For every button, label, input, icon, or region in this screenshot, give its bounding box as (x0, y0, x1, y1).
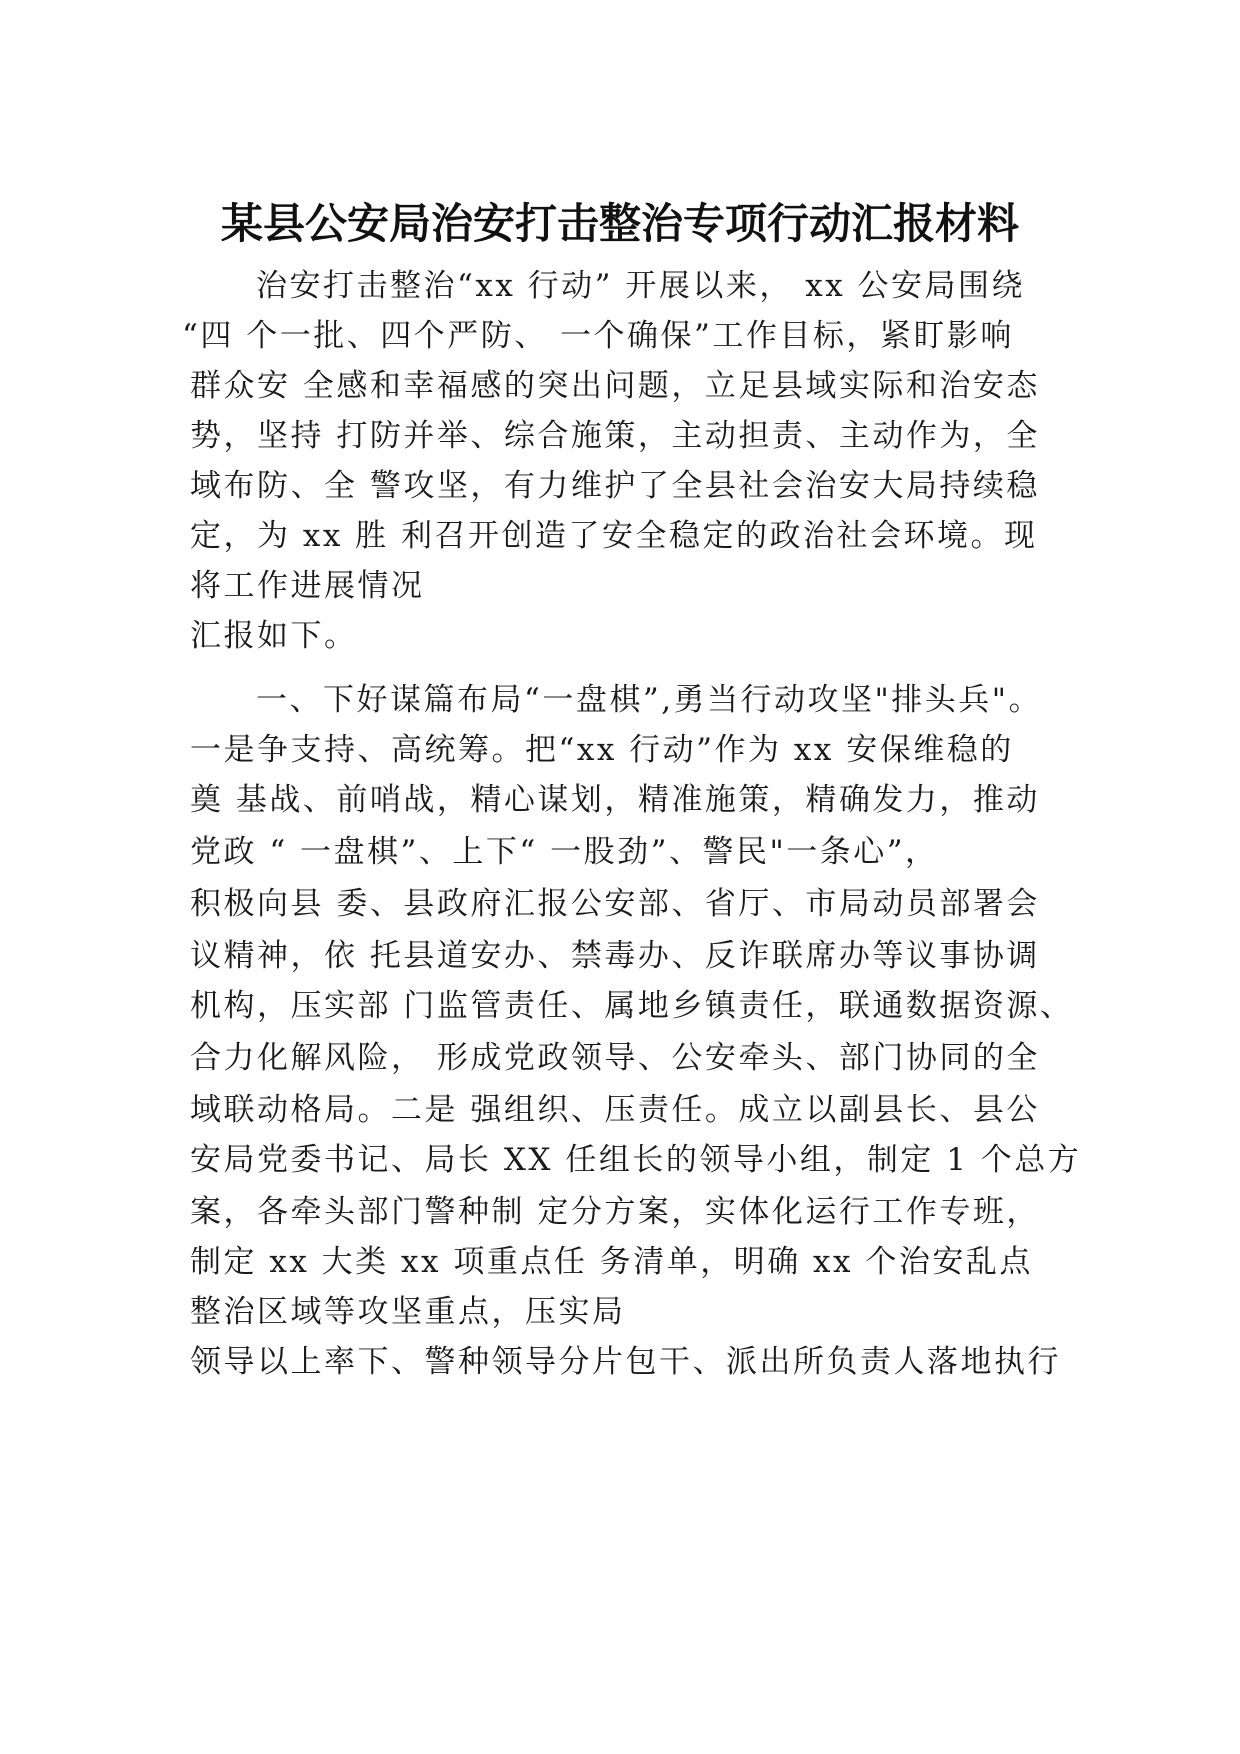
paragraph-line: 一是争支持、高统筹。把“xx 行动”作为 xx 安保维稳的 (190, 732, 1014, 768)
paragraph-line: 一、下好谋篇布局“一盘棋”,勇当行动攻坚"排头兵"。 (256, 682, 1043, 718)
paragraph-line: 奠 基战、前哨战，精心谋划，精准施策，精确发力，推动 (190, 782, 1040, 818)
paragraph-line: 案，各牵头部门警种制 定分方案，实体化运行工作专班， (190, 1194, 1040, 1230)
paragraph-line: 机构，压实部 门监管责任、属地乡镇责任，联通数据资源、 (190, 988, 1074, 1024)
paragraph-line: 将工作进展情况 (190, 568, 425, 604)
paragraph-line: 积极向县 委、县政府汇报公安部、省厅、市局动员部署会 (190, 886, 1040, 922)
paragraph-line: 域布防、全 警攻坚，有力维护了全县社会治安大局持续稳 (190, 468, 1040, 504)
paragraph-line: 党政 “ 一盘棋”、上下“ 一股劲”、警民"一条心”， (190, 834, 939, 870)
document-title: 某县公安局治安打击整治专项行动汇报材料 (220, 199, 1019, 248)
paragraph-line: 领导以上率下、警种领导分片包干、派出所负责人落地执行 (190, 1344, 1061, 1380)
paragraph-line: 群众安 全感和幸福感的突出问题，立足县域实际和治安态 (190, 368, 1040, 404)
paragraph-line: 整治区域等攻坚重点，压实局 (190, 1294, 626, 1330)
paragraph-line: 定，为 xx 胜 利召开创造了安全稳定的政治社会环境。现 (190, 518, 1038, 554)
paragraph-line: 安局党委书记、局长 XX 任组长的领导小组，制定 1 个总方 (190, 1142, 1082, 1178)
paragraph-line: 制定 xx 大类 xx 项重点任 务清单，明确 xx 个治安乱点 (190, 1244, 1033, 1280)
paragraph-line: 合力化解风险， 形成党政领导、公安牵头、部门协同的全 (190, 1040, 1040, 1076)
paragraph-line: 汇报如下。 (190, 618, 358, 654)
paragraph-line: 域联动格局。二是 强组织、压责任。成立以副县长、县公 (190, 1092, 1040, 1128)
paragraph-line: 治安打击整治“xx 行动” 开展以来， xx 公安局围绕 (256, 268, 1026, 304)
paragraph-line: “四 个一批、四个严防、 一个确保”工作目标，紧盯影响 (182, 318, 1014, 354)
paragraph-line: 势，坚持 打防并举、综合施策，主动担责、主动作为，全 (190, 418, 1040, 454)
paragraph-line: 议精神，依 托县道安办、禁毒办、反诈联席办等议事协调 (190, 938, 1040, 974)
